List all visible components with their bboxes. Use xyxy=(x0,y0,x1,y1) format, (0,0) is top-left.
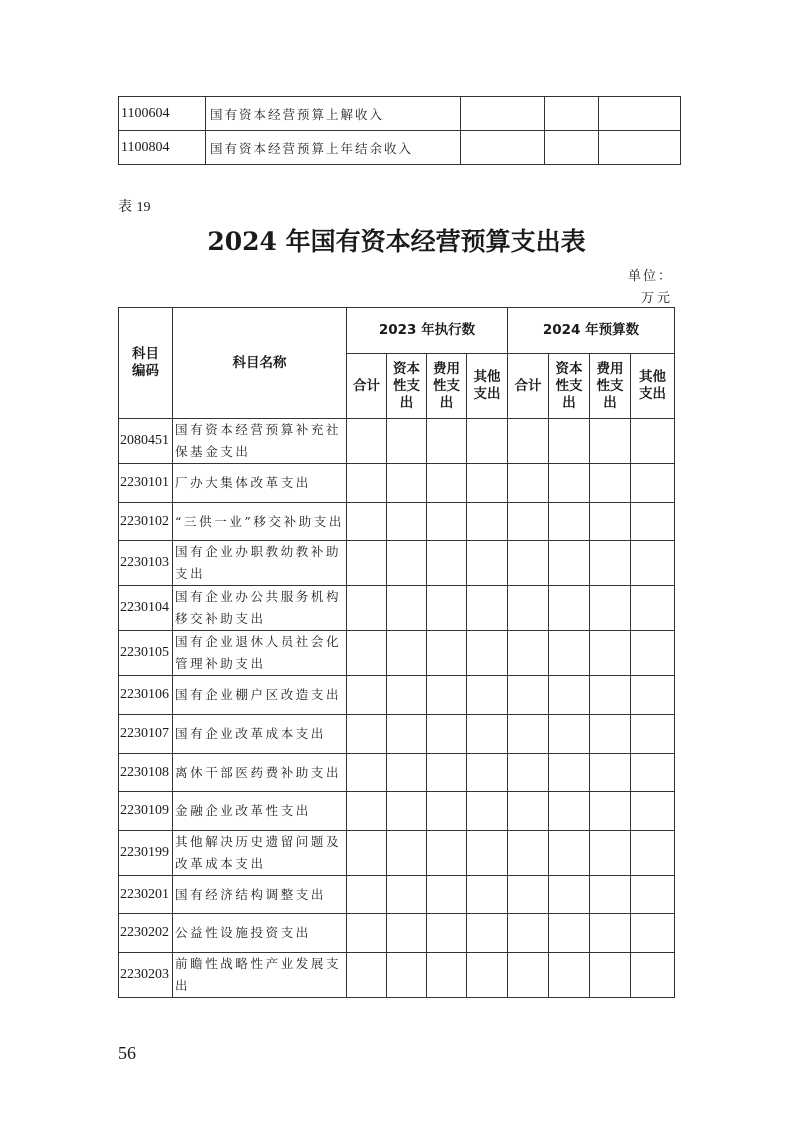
value-cell xyxy=(549,715,590,754)
value-cell xyxy=(590,754,631,792)
subject-name: 厂办大集体改革支出 xyxy=(173,464,347,503)
value-cell xyxy=(387,464,427,503)
subject-name: 金融企业改革性支出 xyxy=(173,792,347,831)
subject-name: 前瞻性战略性产业发展支出 xyxy=(173,953,347,998)
value-cell xyxy=(590,541,631,586)
value-cell xyxy=(508,754,549,792)
value-cell xyxy=(508,953,549,998)
header-other: 其他支出 xyxy=(631,354,675,419)
header-other: 其他支出 xyxy=(467,354,508,419)
value-cell xyxy=(427,914,467,953)
table-body xyxy=(119,419,675,998)
table-row xyxy=(119,754,675,792)
value-cell xyxy=(467,715,508,754)
value-cell xyxy=(467,876,508,914)
value-cell xyxy=(427,541,467,586)
value-cell xyxy=(631,914,675,953)
value-cell xyxy=(427,503,467,541)
subject-code: 2230106 xyxy=(119,676,173,715)
value-cell xyxy=(549,754,590,792)
value-cell xyxy=(461,131,545,165)
value-cell xyxy=(631,586,675,631)
subject-name: “三供一业”移交补助支出 xyxy=(173,503,347,541)
value-cell xyxy=(347,419,387,464)
subject-name: 离休干部医药费补助支出 xyxy=(173,754,347,792)
subject-code: 1100804 xyxy=(119,131,206,165)
subject-code: 2230107 xyxy=(119,715,173,754)
value-cell xyxy=(467,792,508,831)
value-cell xyxy=(427,715,467,754)
value-cell xyxy=(467,914,508,953)
subject-name: 其他解决历史遗留问题及改革成本支出 xyxy=(173,831,347,876)
header-expense: 费用性支出 xyxy=(427,354,467,419)
value-cell xyxy=(631,715,675,754)
subject-name: 国有资本经营预算上解收入 xyxy=(206,97,461,131)
header-row xyxy=(119,308,675,354)
value-cell xyxy=(508,631,549,676)
value-cell xyxy=(549,914,590,953)
table-row xyxy=(119,631,675,676)
value-cell xyxy=(590,464,631,503)
value-cell xyxy=(427,876,467,914)
previous-table-continuation xyxy=(118,96,681,165)
value-cell xyxy=(590,503,631,541)
unit-label: 单位： xyxy=(627,269,673,284)
value-cell xyxy=(387,754,427,792)
value-cell xyxy=(347,953,387,998)
value-cell xyxy=(387,715,427,754)
value-cell xyxy=(508,876,549,914)
value-cell xyxy=(549,831,590,876)
value-cell xyxy=(387,419,427,464)
value-cell xyxy=(508,419,549,464)
value-cell xyxy=(508,831,549,876)
subject-code: 1100604 xyxy=(119,97,206,131)
table-row xyxy=(119,97,681,131)
header-name: 科目名称 xyxy=(173,308,347,419)
value-cell xyxy=(508,586,549,631)
value-cell xyxy=(631,876,675,914)
table-row xyxy=(119,876,675,914)
value-cell xyxy=(590,419,631,464)
value-cell xyxy=(467,676,508,715)
value-cell xyxy=(508,464,549,503)
page-title: 2024 年国有资本经营预算支出表 xyxy=(207,227,586,256)
page-number: 56 xyxy=(118,1043,136,1063)
value-cell xyxy=(467,754,508,792)
value-cell xyxy=(508,503,549,541)
header-capital: 资本性支出 xyxy=(387,354,427,419)
header-expense: 费用性支出 xyxy=(590,354,631,419)
table-row xyxy=(119,419,675,464)
value-cell xyxy=(590,715,631,754)
value-cell xyxy=(387,792,427,831)
value-cell xyxy=(590,914,631,953)
unit-value: 万元 xyxy=(640,291,673,306)
table-row xyxy=(119,131,681,165)
value-cell xyxy=(467,586,508,631)
value-cell xyxy=(631,953,675,998)
value-cell xyxy=(590,586,631,631)
value-cell xyxy=(631,464,675,503)
value-cell xyxy=(387,676,427,715)
header-total: 合计 xyxy=(347,354,387,419)
value-cell xyxy=(427,792,467,831)
subject-name: 国有经济结构调整支出 xyxy=(173,876,347,914)
value-cell xyxy=(387,953,427,998)
value-cell xyxy=(461,97,545,131)
subject-code: 2230201 xyxy=(119,876,173,914)
value-cell xyxy=(467,541,508,586)
table-row xyxy=(119,541,675,586)
subject-code: 2230203 xyxy=(119,953,173,998)
subject-name: 国有企业改革成本支出 xyxy=(173,715,347,754)
table-row xyxy=(119,792,675,831)
table-label-number: 19 xyxy=(136,200,151,215)
value-cell xyxy=(631,419,675,464)
value-cell xyxy=(599,131,681,165)
value-cell xyxy=(508,541,549,586)
value-cell xyxy=(590,792,631,831)
value-cell xyxy=(427,631,467,676)
value-cell xyxy=(427,953,467,998)
value-cell xyxy=(387,541,427,586)
value-cell xyxy=(590,953,631,998)
table-row xyxy=(119,831,675,876)
value-cell xyxy=(631,631,675,676)
value-cell xyxy=(427,419,467,464)
value-cell xyxy=(549,464,590,503)
value-cell xyxy=(387,631,427,676)
value-cell xyxy=(508,715,549,754)
header-total: 合计 xyxy=(508,354,549,419)
table-label xyxy=(118,196,150,216)
table-row xyxy=(119,914,675,953)
value-cell xyxy=(631,792,675,831)
value-cell xyxy=(347,754,387,792)
value-cell xyxy=(508,792,549,831)
subject-name: 国有资本经营预算补充社保基金支出 xyxy=(173,419,347,464)
table-row xyxy=(119,953,675,998)
subject-code: 2230202 xyxy=(119,914,173,953)
value-cell xyxy=(599,97,681,131)
value-cell xyxy=(549,953,590,998)
value-cell xyxy=(590,676,631,715)
subject-code: 2230199 xyxy=(119,831,173,876)
value-cell xyxy=(508,914,549,953)
value-cell xyxy=(347,914,387,953)
value-cell xyxy=(590,631,631,676)
subject-code: 2230104 xyxy=(119,586,173,631)
value-cell xyxy=(549,541,590,586)
value-cell xyxy=(467,419,508,464)
subject-code: 2230101 xyxy=(119,464,173,503)
value-cell xyxy=(387,831,427,876)
value-cell xyxy=(631,754,675,792)
table-row xyxy=(119,676,675,715)
value-cell xyxy=(347,876,387,914)
value-cell xyxy=(545,97,599,131)
subject-name: 国有企业退休人员社会化管理补助支出 xyxy=(173,631,347,676)
value-cell xyxy=(347,503,387,541)
value-cell xyxy=(387,914,427,953)
subject-name: 国有企业办公共服务机构移交补助支出 xyxy=(173,586,347,631)
value-cell xyxy=(549,419,590,464)
value-cell xyxy=(347,541,387,586)
value-cell xyxy=(347,586,387,631)
value-cell xyxy=(347,464,387,503)
value-cell xyxy=(590,876,631,914)
value-cell xyxy=(549,676,590,715)
value-cell xyxy=(467,953,508,998)
subject-code: 2230108 xyxy=(119,754,173,792)
value-cell xyxy=(347,676,387,715)
subject-name: 国有企业办职教幼教补助支出 xyxy=(173,541,347,586)
value-cell xyxy=(427,676,467,715)
expenditure-table xyxy=(118,307,675,998)
subject-code: 2080451 xyxy=(119,419,173,464)
subject-name: 国有资本经营预算上年结余收入 xyxy=(206,131,461,165)
subject-name: 公益性设施投资支出 xyxy=(173,914,347,953)
subject-code: 2230102 xyxy=(119,503,173,541)
value-cell xyxy=(549,631,590,676)
table-row xyxy=(119,503,675,541)
subject-code: 2230105 xyxy=(119,631,173,676)
value-cell xyxy=(549,503,590,541)
value-cell xyxy=(467,631,508,676)
value-cell xyxy=(467,831,508,876)
value-cell xyxy=(347,631,387,676)
value-cell xyxy=(467,464,508,503)
table-row xyxy=(119,586,675,631)
value-cell xyxy=(631,541,675,586)
value-cell xyxy=(427,464,467,503)
value-cell xyxy=(347,792,387,831)
table-row xyxy=(119,715,675,754)
value-cell xyxy=(427,831,467,876)
table-label-prefix: 表 xyxy=(118,200,132,215)
value-cell xyxy=(427,754,467,792)
value-cell xyxy=(347,715,387,754)
value-cell xyxy=(387,503,427,541)
value-cell xyxy=(427,586,467,631)
subject-code: 2230109 xyxy=(119,792,173,831)
value-cell xyxy=(631,503,675,541)
value-cell xyxy=(549,876,590,914)
value-cell xyxy=(545,131,599,165)
value-cell xyxy=(387,876,427,914)
subject-name: 国有企业棚户区改造支出 xyxy=(173,676,347,715)
value-cell xyxy=(467,503,508,541)
value-cell xyxy=(549,792,590,831)
header-code: 科目编码 xyxy=(119,308,173,419)
value-cell xyxy=(508,676,549,715)
value-cell xyxy=(549,586,590,631)
value-cell xyxy=(631,831,675,876)
header-2024-budget: 2024 年预算数 xyxy=(508,308,675,354)
table-row xyxy=(119,464,675,503)
value-cell xyxy=(631,676,675,715)
value-cell xyxy=(387,586,427,631)
subject-code: 2230103 xyxy=(119,541,173,586)
value-cell xyxy=(590,831,631,876)
value-cell xyxy=(347,831,387,876)
header-2023-actual: 2023 年执行数 xyxy=(347,308,508,354)
header-capital: 资本性支出 xyxy=(549,354,590,419)
